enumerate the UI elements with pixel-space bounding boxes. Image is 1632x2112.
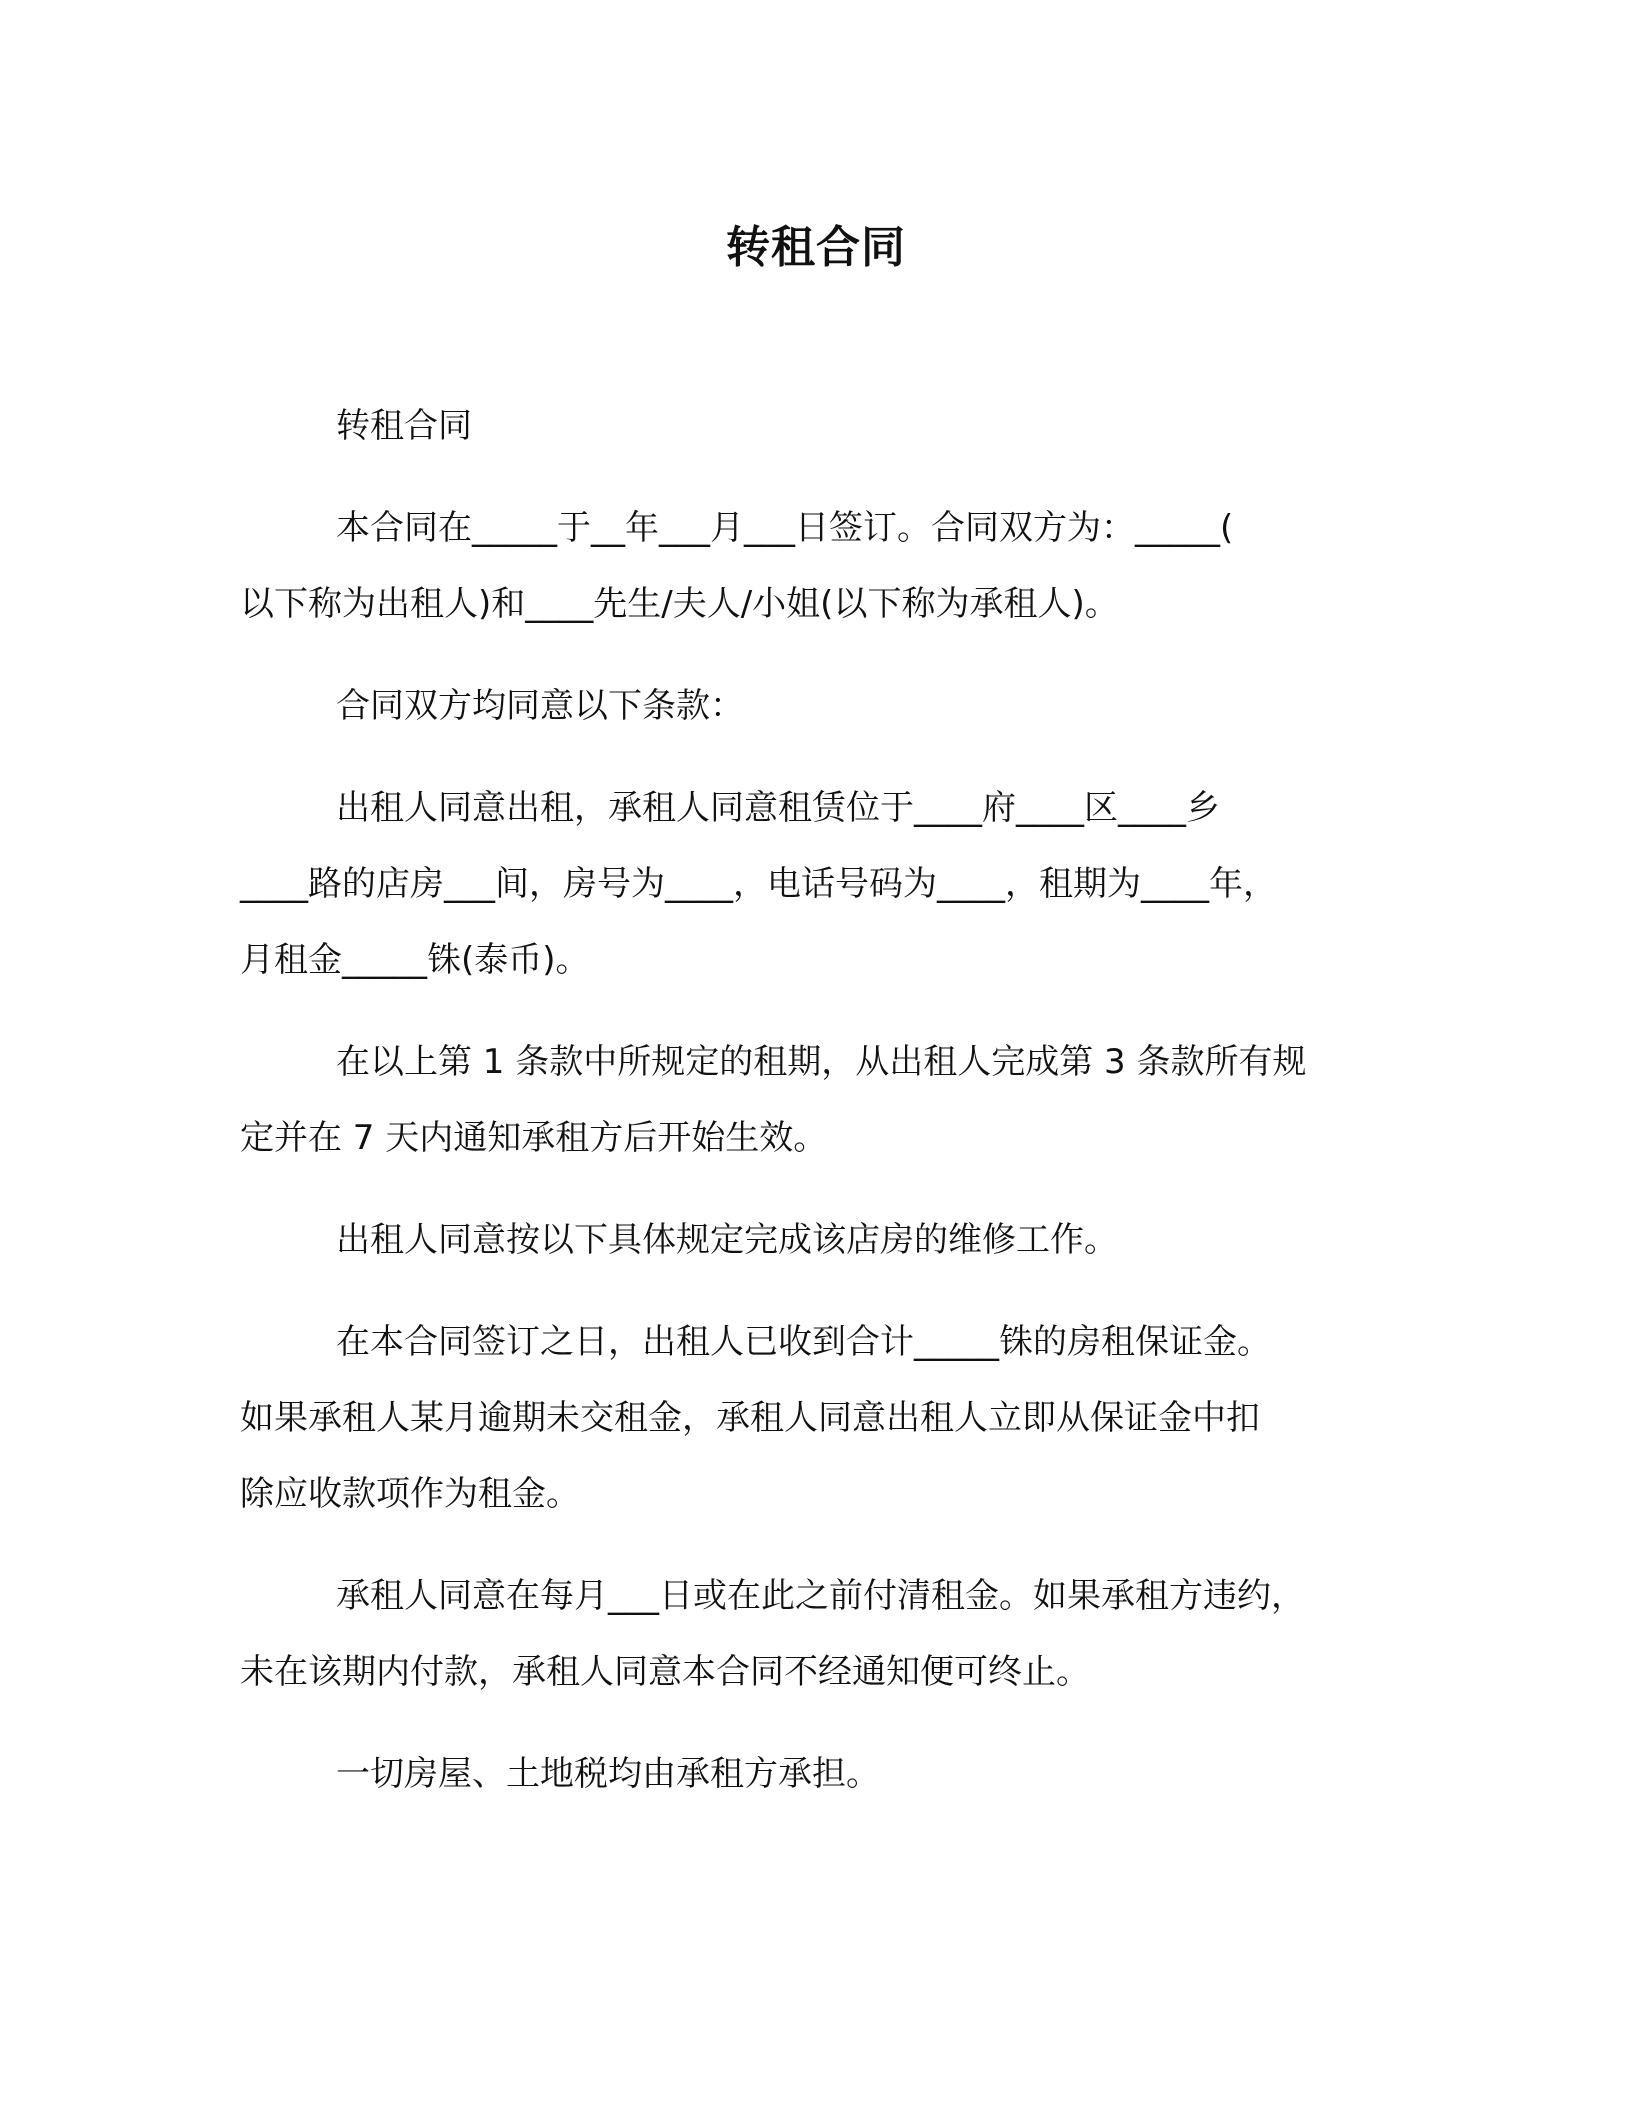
text-line: 合同双方均同意以下条款： (336, 686, 744, 726)
paragraph (240, 388, 1400, 464)
paragraph (240, 1736, 1400, 1812)
paragraph (240, 1558, 1400, 1710)
paragraph (240, 1202, 1400, 1278)
paragraph (240, 1024, 1400, 1176)
text-line: 如果承租人某月逾期未交租金，承租人同意出租人立即从保证金中扣 (240, 1398, 1260, 1438)
text-line: 一切房屋、土地税均由承租方承担。 (336, 1754, 880, 1794)
text-line: 未在该期内付款，承租人同意本合同不经通知便可终止。 (240, 1652, 1090, 1692)
text-line: 以下称为出租人)和____先生/夫人/小姐(以下称为承租人)。 (240, 584, 1119, 624)
text-line: 除应收款项作为租金。 (240, 1474, 580, 1514)
text-line: 出租人同意出租，承租人同意租赁位于____府____区____乡 (336, 788, 1220, 828)
text-line: ____路的店房___间，房号为____，电话号码为____，租期为____年， (240, 864, 1277, 904)
text-line: 定并在 7 天内通知承租方后开始生效。 (240, 1118, 828, 1158)
text-line: 在本合同签订之日，出租人已收到合计_____铢的房租保证金。 (336, 1322, 1271, 1362)
text-line: 在以上第 1 条款中所规定的租期，从出租人完成第 3 条款所有规 (336, 1042, 1307, 1082)
document-body (240, 388, 1400, 1838)
document-title: 转租合同 (726, 222, 906, 273)
paragraph (240, 770, 1400, 998)
text-line: 本合同在_____于__年___月___日签订。合同双方为：_____( (336, 508, 1234, 548)
paragraph (240, 1304, 1400, 1532)
text-line: 承租人同意在每月___日或在此之前付清租金。如果承租方违约， (336, 1576, 1305, 1616)
paragraph (240, 668, 1400, 744)
text-line: 转租合同 (336, 406, 472, 446)
text-line: 月租金_____铢(泰币)。 (240, 940, 590, 980)
paragraph (240, 490, 1400, 642)
text-line: 出租人同意按以下具体规定完成该店房的维修工作。 (336, 1220, 1118, 1260)
